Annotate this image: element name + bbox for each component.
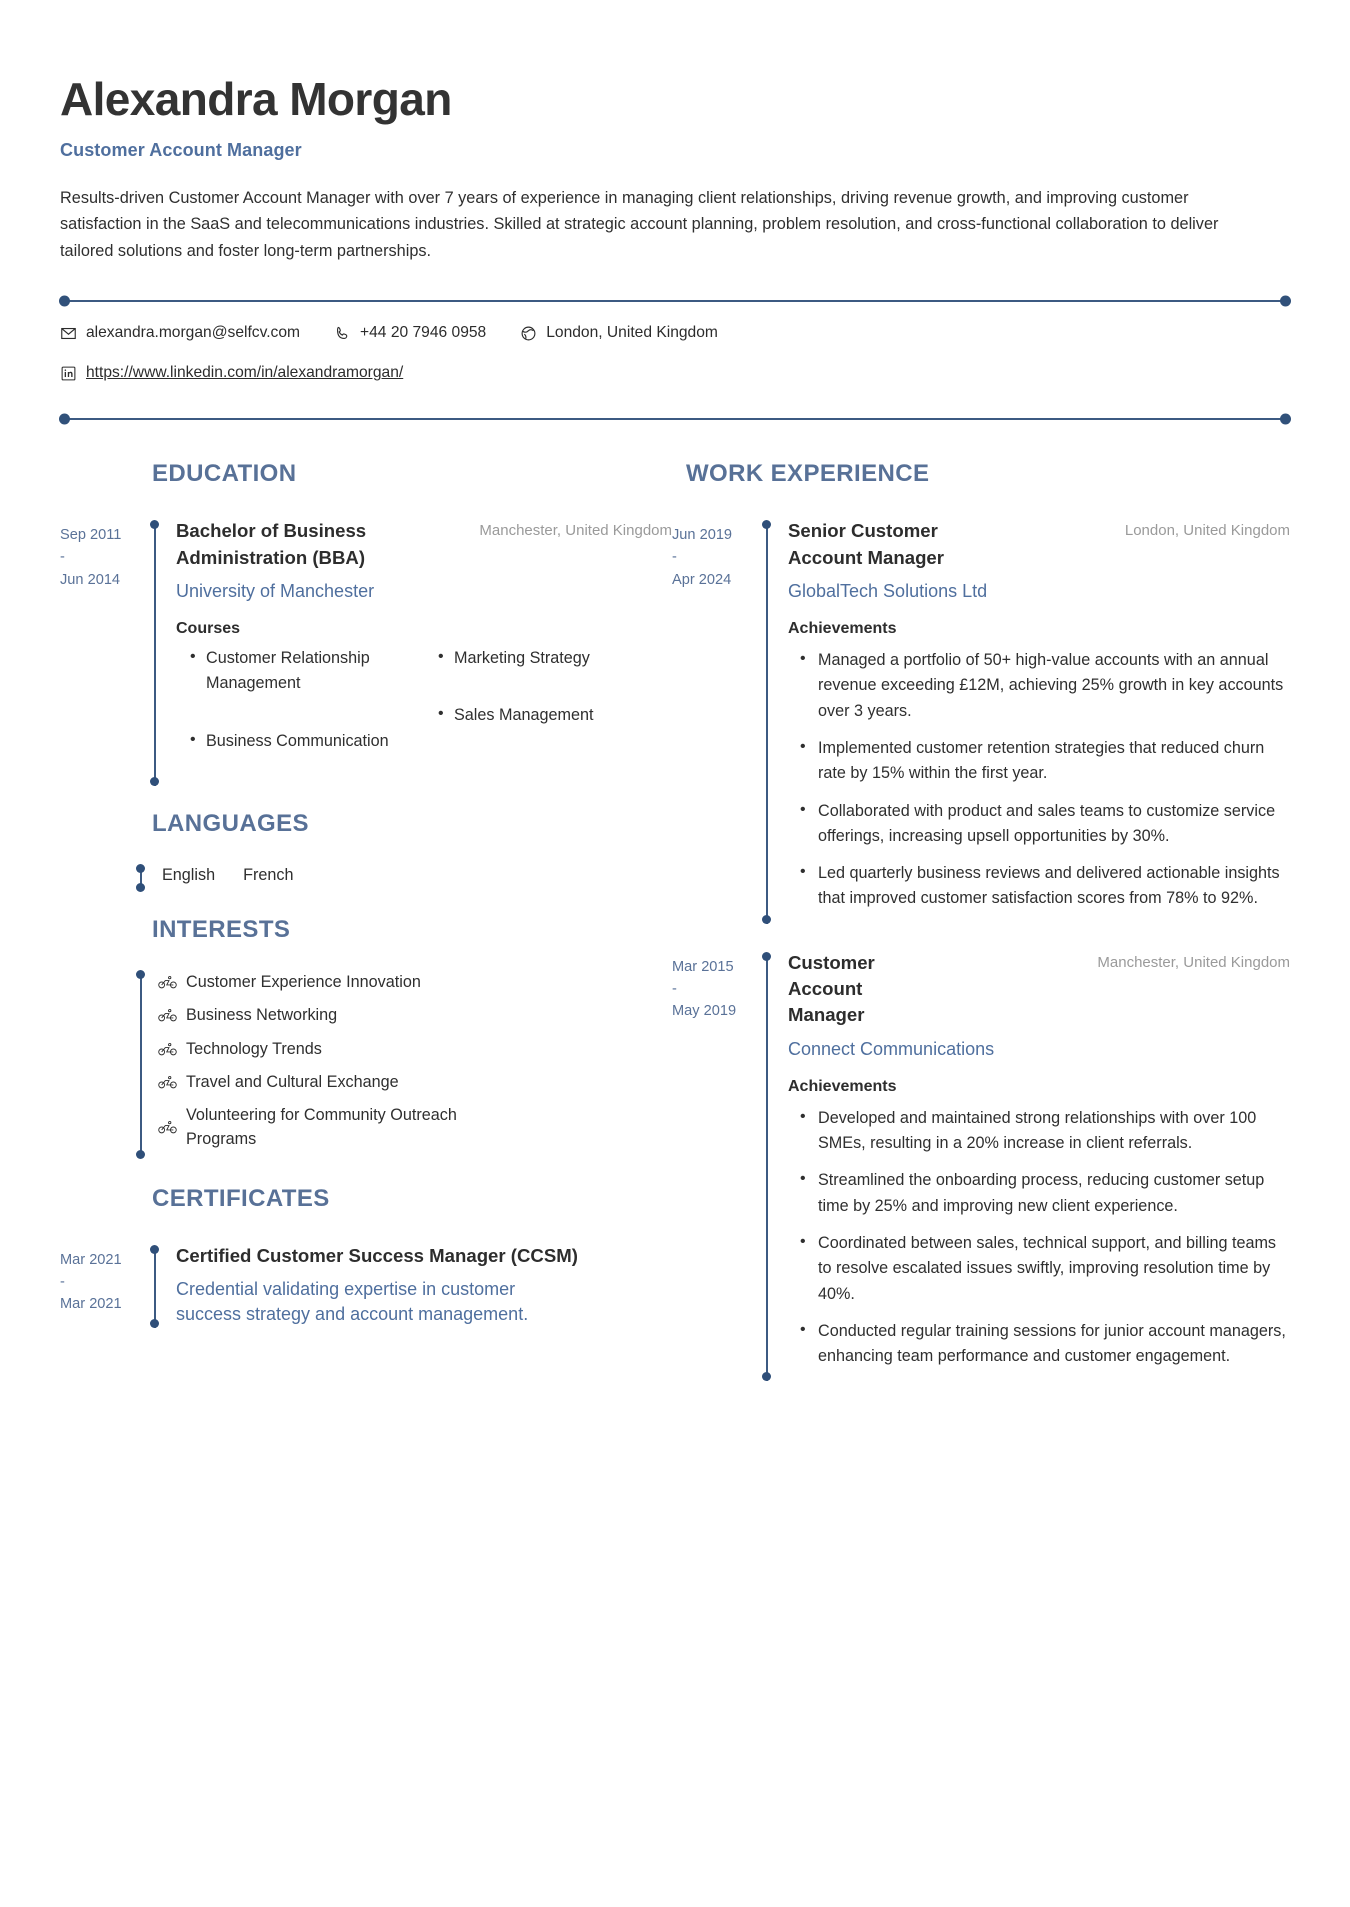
work-entry [672, 946, 1290, 1382]
interest-item [158, 1103, 672, 1152]
contact-location-text: London, United Kingdom [546, 324, 718, 342]
achievement-item: • Collaborated with product and sales teams to customize service offerings, increasing upsell opportunities by 30%. [788, 799, 1290, 850]
timeline-line [766, 522, 768, 923]
section-title-languages: LANGUAGES [152, 809, 309, 837]
timeline-dot-bottom [762, 1372, 771, 1381]
achievement-item: • Conducted regular training sessions for junior account managers, enhancing team performance and customer engagement. [788, 1319, 1290, 1370]
contact-phone[interactable] [334, 324, 486, 342]
work-date-end: Apr 2024 [672, 571, 732, 588]
certificate-date-dash: - [60, 1273, 65, 1290]
achievement-item: • Developed and maintained strong relationships with over 100 SMEs, resulting in a 20% increase in client referrals. [788, 1106, 1290, 1157]
contact-email-text: alexandra.morgan@selfcv.com [86, 324, 301, 342]
resume-body [60, 436, 1290, 1381]
work-company: Connect Communications [788, 1038, 995, 1059]
certificate-description: Credential validating expertise in customer success strategy and account management. [176, 1279, 529, 1325]
resume-header [60, 74, 1290, 264]
courses-column-right [424, 646, 672, 786]
timeline-dot-top [150, 520, 159, 529]
work-company: GlobalTech Solutions Ltd [788, 580, 988, 601]
achievement-item: • Led quarterly business reviews and delivered actionable insights that improved customer satisfaction scores from 78% to 92%. [788, 861, 1290, 912]
interest-label: Business Networking [186, 1006, 338, 1025]
timeline-dot-top [762, 952, 771, 961]
work-dates [672, 946, 760, 1382]
education-degree: Bachelor of Business Administration (BBA) [176, 520, 367, 568]
education-courses [176, 646, 672, 786]
education-timeline [148, 514, 162, 786]
work-timeline [760, 514, 774, 923]
contact-row-primary [60, 324, 1290, 342]
certificate-body [162, 1239, 672, 1328]
course-item: • Customer Relationship Management [176, 646, 424, 697]
education-entry [60, 514, 672, 786]
interest-item [158, 970, 672, 994]
work-job-title: Senior Customer Account Manager [788, 520, 945, 568]
work-date-dash: - [672, 549, 677, 566]
interest-label: Technology Trends [186, 1039, 322, 1058]
timeline-line [154, 1247, 156, 1328]
bicycle-icon [158, 1008, 177, 1022]
section-title-certificates: CERTIFICATES [152, 1184, 330, 1212]
education-body [162, 514, 672, 786]
timeline-dot-top [150, 1245, 159, 1254]
education-date-dash: - [60, 549, 65, 566]
timeline-line [154, 522, 156, 786]
timeline-line [766, 954, 768, 1382]
interest-item [158, 1037, 672, 1061]
language-item: French [243, 865, 294, 884]
work-dates [672, 514, 760, 923]
envelope-icon [60, 325, 77, 342]
work-body [774, 514, 1290, 923]
certificate-date-end: Mar 2021 [60, 1296, 122, 1313]
timeline-line [140, 974, 142, 1155]
interest-label: Customer Experience Innovation [186, 972, 421, 991]
education-dates [60, 514, 148, 786]
work-achievements-list [788, 1106, 1290, 1369]
timeline-dot-top [136, 864, 145, 873]
contact-linkedin[interactable] [60, 364, 403, 382]
linkedin-icon [60, 365, 77, 382]
candidate-role: Customer Account Manager [60, 139, 302, 160]
interest-item [158, 1003, 672, 1027]
work-entry [672, 514, 1290, 923]
education-location: Manchester, United Kingdom [479, 522, 672, 540]
contact-linkedin-text: https://www.linkedin.com/in/alexandramorgan/ [86, 364, 404, 382]
contact-phone-text: +44 20 7946 0958 [360, 324, 487, 342]
work-head [788, 950, 1290, 1029]
left-column [60, 436, 672, 1381]
candidate-name: Alexandra Morgan [60, 73, 452, 125]
timeline-dot-bottom [136, 883, 145, 892]
work-location: London, United Kingdom [1124, 522, 1290, 540]
section-title-education: EDUCATION [152, 460, 297, 488]
interests-list [148, 970, 672, 1161]
interests-timeline [134, 970, 148, 1161]
header-divider-top [60, 300, 1290, 302]
bicycle-icon [158, 1042, 177, 1056]
right-column [672, 436, 1290, 1381]
timeline-dot-top [136, 970, 145, 979]
achievement-item: • Managed a portfolio of 50+ high-value accounts with an annual revenue exceeding £12M, achieving 25% growth in key accounts over 3 years. [788, 648, 1290, 724]
education-date-start: Sep 2011 [60, 527, 122, 544]
globe-icon [520, 325, 537, 342]
interests-entry [134, 970, 672, 1161]
section-title-interests: INTERESTS [152, 915, 291, 943]
timeline-dot-bottom [136, 1150, 145, 1159]
bicycle-icon [158, 1120, 177, 1134]
interest-label: Travel and Cultural Exchange [186, 1072, 399, 1091]
timeline-dot-top [762, 520, 771, 529]
work-date-start: Jun 2019 [672, 527, 733, 544]
education-head [176, 518, 672, 571]
education-courses-label: Courses [176, 620, 241, 638]
phone-icon [334, 325, 351, 342]
certificate-date-start: Mar 2021 [60, 1251, 122, 1268]
certificate-dates [60, 1239, 148, 1328]
course-item: • Business Communication [176, 729, 424, 754]
timeline-dot-bottom [762, 915, 771, 924]
achievement-item: • Streamlined the onboarding process, reducing customer setup time by 25% and improving new client experience. [788, 1168, 1290, 1219]
header-divider-bottom [60, 418, 1290, 420]
courses-column-left [176, 646, 424, 786]
interest-item [158, 1070, 672, 1094]
contact-block [60, 302, 1290, 382]
work-job-title: Customer Account Manager [788, 951, 875, 1026]
work-achievements-label: Achievements [788, 620, 897, 638]
work-achievements-list [788, 648, 1290, 911]
timeline-dot-bottom [150, 1319, 159, 1328]
bicycle-icon [158, 1075, 177, 1089]
achievement-item: • Implemented customer retention strategies that reduced churn rate by 15% within the first year. [788, 736, 1290, 787]
contact-location [520, 324, 718, 342]
work-date-start: Mar 2015 [672, 958, 734, 975]
work-achievements-label: Achievements [788, 1077, 897, 1095]
bicycle-icon [158, 975, 177, 989]
work-head [788, 518, 1290, 571]
achievement-item: • Coordinated between sales, technical support, and billing teams to resolve escalated issues swiftly, improving resolution time by 40%. [788, 1231, 1290, 1307]
languages-timeline [134, 864, 148, 892]
course-item: • Marketing Strategy [424, 646, 672, 671]
work-timeline [760, 946, 774, 1382]
work-date-end: May 2019 [672, 1002, 737, 1019]
course-item: • Sales Management [424, 703, 672, 728]
section-title-work-experience: WORK EXPERIENCE [686, 460, 930, 488]
education-date-end: Jun 2014 [60, 571, 121, 588]
languages-list [148, 864, 293, 892]
language-item: English [162, 865, 216, 884]
contact-row-secondary [60, 342, 1290, 382]
interest-label: Volunteering for Community Outreach Programs [186, 1106, 457, 1149]
certificate-title: Certified Customer Success Manager (CCSM) [176, 1244, 578, 1266]
work-date-dash: - [672, 980, 677, 997]
professional-summary: Results-driven Customer Account Manager with over 7 years of experience in managing client relationships, driving revenue growth, and improving customer satisfaction in the SaaS and telecommunications industries. Skilled at strategic account planning, problem resolution, and cross-functional collaboration to deliver tailored solutions and foster long-term partnerships. [60, 188, 1219, 260]
work-body [774, 946, 1290, 1382]
contact-email[interactable] [60, 324, 300, 342]
certificate-entry [60, 1239, 672, 1328]
timeline-dot-bottom [150, 777, 159, 786]
languages-entry [134, 864, 672, 892]
education-institution: University of Manchester [176, 580, 375, 601]
certificate-timeline [148, 1239, 162, 1328]
work-location: Manchester, United Kingdom [1097, 953, 1290, 971]
